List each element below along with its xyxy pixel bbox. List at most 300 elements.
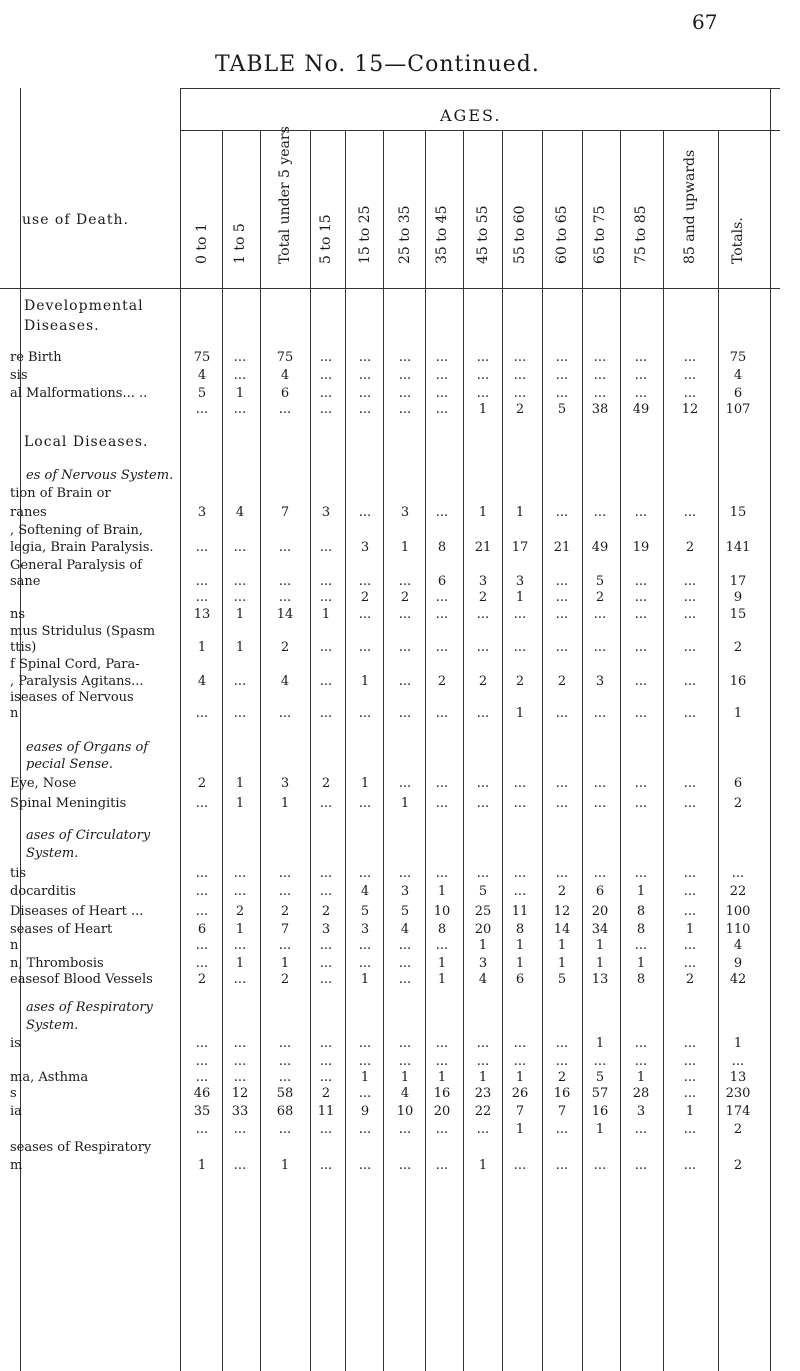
row-label: eases of Organs of — [26, 740, 149, 755]
table-cell: 1 — [400, 1070, 410, 1085]
table-cell: ... — [358, 640, 372, 655]
table-row — [0, 350, 800, 367]
table-cell: 1 — [235, 607, 245, 622]
table-cell: ... — [195, 1036, 209, 1051]
table-row — [0, 402, 800, 419]
table-cell: ... — [593, 607, 607, 622]
table-cell: 2 — [321, 1086, 331, 1101]
table-cell: 1 — [733, 1036, 743, 1051]
table-cell: ... — [319, 956, 333, 971]
table-cell: ... — [476, 706, 490, 721]
row-label: n — [10, 706, 19, 721]
table-cell: ... — [435, 505, 449, 520]
table-cell: 8 — [636, 922, 646, 937]
table-cell: 5 — [557, 972, 567, 987]
table-cell: 14 — [553, 922, 571, 937]
column-header-label: 25 to 35 — [397, 205, 413, 264]
table-cell: ... — [555, 1122, 569, 1137]
cause-of-death-header: use of Death. — [22, 212, 129, 228]
table-cell: 3 — [400, 505, 410, 520]
table-cell: ... — [398, 972, 412, 987]
table-cell: ... — [593, 1054, 607, 1069]
table-row — [0, 757, 800, 774]
table-cell: 100 — [725, 904, 751, 919]
row-label: Diseases. — [24, 318, 100, 334]
table-cell: ... — [435, 368, 449, 383]
table-cell: ... — [195, 904, 209, 919]
table-cell: ... — [634, 386, 648, 401]
table-cell: 1 — [360, 776, 370, 791]
table-cell: 26 — [511, 1086, 529, 1101]
table-cell: 58 — [276, 1086, 294, 1101]
table-cell: ... — [435, 1054, 449, 1069]
column-header-label: 0 to 1 — [194, 223, 210, 264]
table-cell: ... — [513, 796, 527, 811]
table-row — [0, 368, 800, 385]
table-cell: 1 — [515, 505, 525, 520]
table-cell: ... — [683, 590, 697, 605]
table-cell: 3 — [321, 922, 331, 937]
table-cell: 5 — [478, 884, 488, 899]
table-cell: 1 — [280, 1158, 290, 1173]
table-cell: 3 — [515, 574, 525, 589]
table-cell: 2 — [280, 640, 290, 655]
table-cell: ... — [233, 574, 247, 589]
table-cell: 7 — [557, 1104, 567, 1119]
table-cell: ... — [319, 540, 333, 555]
table-cell: ... — [195, 1122, 209, 1137]
table-cell: ... — [358, 350, 372, 365]
table-cell: 42 — [729, 972, 747, 987]
table-cell: 49 — [632, 402, 650, 417]
table-cell: ... — [233, 866, 247, 881]
column-header — [585, 140, 615, 280]
table-cell: ... — [358, 1158, 372, 1173]
table-cell: 1 — [478, 505, 488, 520]
table-frame — [0, 88, 800, 1371]
table-cell: 3 — [636, 1104, 646, 1119]
table-cell: 20 — [591, 904, 609, 919]
table-cell: ... — [278, 884, 292, 899]
table-cell: ... — [195, 590, 209, 605]
table-cell: 34 — [591, 922, 609, 937]
table-cell: 16 — [433, 1086, 451, 1101]
table-cell: ... — [398, 1122, 412, 1137]
table-cell: ... — [634, 1122, 648, 1137]
column-header-label: 45 to 55 — [475, 205, 491, 264]
table-cell: ... — [398, 866, 412, 881]
table-cell: ... — [398, 1036, 412, 1051]
table-cell: 2 — [557, 674, 567, 689]
table-cell: 1 — [636, 884, 646, 899]
column-header-label: 60 to 65 — [554, 205, 570, 264]
table-cell: ... — [435, 776, 449, 791]
table-cell: ... — [358, 866, 372, 881]
table-cell: 8 — [515, 922, 525, 937]
table-cell: ... — [435, 607, 449, 622]
table-cell: ... — [319, 1036, 333, 1051]
table-cell: 35 — [193, 1104, 211, 1119]
table-cell: 4 — [235, 505, 245, 520]
table-cell: 4 — [400, 1086, 410, 1101]
table-cell: ... — [435, 350, 449, 365]
table-cell: 2 — [321, 776, 331, 791]
row-label: es of Nervous System. — [26, 468, 174, 483]
table-cell: ... — [319, 368, 333, 383]
table-cell: 2 — [360, 590, 370, 605]
table-cell: 33 — [231, 1104, 249, 1119]
table-cell: 23 — [474, 1086, 492, 1101]
table-cell: ... — [195, 866, 209, 881]
row-label: Local Diseases. — [24, 434, 149, 450]
table-cell: ... — [683, 1036, 697, 1051]
ages-header: AGES. — [440, 106, 502, 125]
table-cell: 13 — [193, 607, 211, 622]
table-cell: 3 — [197, 505, 207, 520]
table-cell: 75 — [193, 350, 211, 365]
table-cell: 2 — [733, 640, 743, 655]
column-header — [225, 140, 255, 280]
table-cell: 21 — [553, 540, 571, 555]
row-label: easesof Blood Vessels — [10, 972, 153, 987]
table-row — [0, 1140, 800, 1157]
table-cell: 5 — [595, 574, 605, 589]
table-cell: 2 — [321, 904, 331, 919]
table-cell: ... — [278, 1054, 292, 1069]
table-cell: 17 — [511, 540, 529, 555]
row-label: seases of Respiratory — [10, 1140, 152, 1155]
table-cell: 2 — [280, 904, 290, 919]
table-cell: 2 — [280, 972, 290, 987]
table-cell: ... — [319, 1122, 333, 1137]
table-cell: 1 — [595, 956, 605, 971]
table-cell: ... — [195, 938, 209, 953]
table-cell: ... — [358, 796, 372, 811]
table-cell: 7 — [515, 1104, 525, 1119]
table-cell: 1 — [557, 938, 567, 953]
table-row — [0, 540, 800, 557]
table-cell: ... — [319, 1158, 333, 1173]
table-cell: ... — [278, 938, 292, 953]
table-cell: 4 — [197, 368, 207, 383]
table-cell: 1 — [515, 938, 525, 953]
column-header-label: Totals. — [730, 217, 746, 264]
table-cell: ... — [683, 607, 697, 622]
table-row — [0, 956, 800, 973]
table-cell: ... — [195, 796, 209, 811]
column-header-label: 5 to 15 — [318, 214, 334, 264]
row-label: tion of Brain or — [10, 486, 111, 501]
row-label: ma, Asthma — [10, 1070, 89, 1085]
table-cell: ... — [358, 956, 372, 971]
table-cell: ... — [555, 386, 569, 401]
table-cell: 5 — [360, 904, 370, 919]
table-cell: 4 — [280, 674, 290, 689]
table-row — [0, 318, 800, 335]
table-cell: ... — [513, 386, 527, 401]
table-cell: ... — [683, 368, 697, 383]
table-cell: ... — [278, 574, 292, 589]
table-cell: 2 — [478, 590, 488, 605]
table-cell: ... — [435, 590, 449, 605]
page-number: 67 — [692, 10, 718, 34]
row-label: f Spinal Cord, Para- — [10, 657, 140, 672]
table-cell: 1 — [515, 956, 525, 971]
table-row — [0, 468, 800, 485]
table-cell: 1 — [685, 1104, 695, 1119]
table-cell: 1 — [197, 640, 207, 655]
table-cell: 2 — [685, 540, 695, 555]
table-row — [0, 558, 800, 575]
table-row — [0, 523, 800, 540]
table-cell: ... — [233, 938, 247, 953]
table-cell: ... — [476, 1054, 490, 1069]
table-cell: 174 — [725, 1104, 751, 1119]
table-row — [0, 505, 800, 522]
table-cell: ... — [358, 1054, 372, 1069]
vertical-rule — [180, 88, 181, 1371]
table-cell: ... — [634, 706, 648, 721]
table-cell: ... — [555, 1158, 569, 1173]
table-cell: 16 — [591, 1104, 609, 1119]
table-cell: ... — [555, 590, 569, 605]
table-cell: ... — [476, 350, 490, 365]
table-cell: 1 — [360, 674, 370, 689]
table-cell: ... — [683, 956, 697, 971]
table-cell: ... — [319, 884, 333, 899]
table-row — [0, 640, 800, 657]
table-cell: ... — [634, 1158, 648, 1173]
table-cell: ... — [634, 866, 648, 881]
table-cell: 21 — [474, 540, 492, 555]
table-cell: 7 — [280, 505, 290, 520]
row-label: s — [10, 1086, 17, 1101]
row-label: is — [10, 1036, 21, 1051]
row-label: m — [10, 1158, 23, 1173]
table-cell: 3 — [478, 956, 488, 971]
table-cell: ... — [398, 1054, 412, 1069]
row-label: Eye, Nose — [10, 776, 77, 791]
table-cell: ... — [683, 1070, 697, 1085]
table-row — [0, 706, 800, 723]
table-cell: ... — [593, 1158, 607, 1173]
table-cell: 2 — [437, 674, 447, 689]
table-row — [0, 298, 800, 315]
row-label: System. — [26, 1018, 79, 1033]
table-cell: ... — [398, 574, 412, 589]
table-cell: 5 — [400, 904, 410, 919]
table-cell: ... — [233, 590, 247, 605]
row-label: seases of Heart — [10, 922, 113, 937]
table-cell: ... — [319, 402, 333, 417]
table-cell: ... — [634, 590, 648, 605]
table-cell: 1 — [636, 956, 646, 971]
row-label: ns — [10, 607, 26, 622]
table-cell: 3 — [280, 776, 290, 791]
row-label: sane — [10, 574, 41, 589]
table-cell: ... — [593, 386, 607, 401]
table-cell: 2 — [595, 590, 605, 605]
table-cell: ... — [398, 607, 412, 622]
table-cell: 4 — [197, 674, 207, 689]
table-cell: ... — [513, 1054, 527, 1069]
table-cell: ... — [435, 1122, 449, 1137]
row-label: , Paralysis Agitans... — [10, 674, 144, 689]
table-cell: 3 — [478, 574, 488, 589]
row-label: ttis) — [10, 640, 37, 655]
table-cell: ... — [634, 607, 648, 622]
table-cell: ... — [233, 1158, 247, 1173]
table-row — [0, 776, 800, 793]
table-cell: 10 — [433, 904, 451, 919]
column-header — [468, 140, 498, 280]
table-cell: 14 — [276, 607, 294, 622]
table-cell: 1 — [595, 1036, 605, 1051]
table-row — [0, 1086, 800, 1103]
table-cell: ... — [555, 776, 569, 791]
table-cell: ... — [319, 706, 333, 721]
table-cell: ... — [358, 1086, 372, 1101]
table-cell: ... — [319, 938, 333, 953]
table-cell: 6 — [733, 386, 743, 401]
table-row — [0, 690, 800, 707]
row-label: ases of Circulatory — [26, 828, 151, 843]
table-cell: 9 — [733, 590, 743, 605]
table-cell: 141 — [725, 540, 751, 555]
column-header — [505, 140, 535, 280]
table-cell: 4 — [733, 368, 743, 383]
table-row — [0, 1036, 800, 1053]
table-cell: 8 — [636, 972, 646, 987]
table-cell: ... — [634, 938, 648, 953]
row-label: n — [10, 938, 19, 953]
table-cell: 3 — [360, 540, 370, 555]
table-cell: 3 — [360, 922, 370, 937]
table-cell: ... — [555, 1036, 569, 1051]
column-header — [187, 140, 217, 280]
table-cell: 6 — [515, 972, 525, 987]
table-cell: ... — [634, 368, 648, 383]
table-cell: ... — [233, 350, 247, 365]
table-cell: ... — [233, 1070, 247, 1085]
table-cell: 1 — [437, 1070, 447, 1085]
table-cell: 1 — [235, 796, 245, 811]
horizontal-rule — [180, 130, 780, 131]
row-label: pecial Sense. — [26, 757, 113, 772]
table-cell: 4 — [360, 884, 370, 899]
table-cell: ... — [195, 574, 209, 589]
table-cell: ... — [398, 956, 412, 971]
table-row — [0, 740, 800, 757]
table-cell: 2 — [197, 776, 207, 791]
vertical-rule — [770, 88, 771, 1371]
table-cell: 15 — [729, 505, 747, 520]
table-cell: 28 — [632, 1086, 650, 1101]
table-cell: ... — [358, 706, 372, 721]
table-cell: 2 — [235, 904, 245, 919]
table-cell: ... — [555, 796, 569, 811]
table-cell: ... — [683, 1122, 697, 1137]
table-cell: ... — [634, 1054, 648, 1069]
column-header-label: Total under 5 years — [277, 126, 293, 264]
table-cell: ... — [195, 1054, 209, 1069]
table-cell: ... — [358, 1036, 372, 1051]
table-cell: ... — [634, 350, 648, 365]
table-cell: ... — [233, 706, 247, 721]
table-cell: ... — [683, 386, 697, 401]
table-cell: ... — [476, 1036, 490, 1051]
table-cell: ... — [593, 796, 607, 811]
row-label: ia — [10, 1104, 22, 1119]
table-cell: 11 — [317, 1104, 335, 1119]
table-cell: ... — [398, 350, 412, 365]
row-label: ases of Respiratory — [26, 1000, 153, 1015]
table-cell: 6 — [197, 922, 207, 937]
column-header — [723, 140, 753, 280]
table-row — [0, 590, 800, 607]
table-cell: 1 — [733, 706, 743, 721]
table-cell: 3 — [321, 505, 331, 520]
table-row — [0, 1054, 800, 1071]
table-cell: ... — [233, 1122, 247, 1137]
table-row — [0, 1158, 800, 1175]
table-cell: ... — [278, 540, 292, 555]
table-cell: 8 — [437, 540, 447, 555]
table-cell: 20 — [433, 1104, 451, 1119]
table-cell: ... — [634, 505, 648, 520]
table-cell: ... — [435, 1158, 449, 1173]
table-cell: ... — [319, 972, 333, 987]
table-cell: 1 — [595, 1122, 605, 1137]
table-row — [0, 1000, 800, 1017]
table-cell: ... — [435, 1036, 449, 1051]
table-cell: 10 — [396, 1104, 414, 1119]
table-cell: 6 — [595, 884, 605, 899]
table-cell: 4 — [733, 938, 743, 953]
column-header — [626, 140, 656, 280]
table-cell: ... — [358, 607, 372, 622]
table-cell: ... — [278, 1122, 292, 1137]
table-cell: ... — [358, 505, 372, 520]
table-row — [0, 938, 800, 955]
row-label: General Paralysis of — [10, 558, 143, 573]
column-header-label: 85 and upwards — [682, 149, 698, 264]
table-cell: 1 — [235, 386, 245, 401]
table-cell: 5 — [595, 1070, 605, 1085]
table-row — [0, 574, 800, 591]
table-cell: 1 — [321, 607, 331, 622]
table-cell: ... — [319, 796, 333, 811]
table-cell: ... — [683, 706, 697, 721]
table-cell: 1 — [478, 1158, 488, 1173]
table-cell: 2 — [400, 590, 410, 605]
table-cell: ... — [435, 866, 449, 881]
column-header-label: 65 to 75 — [592, 205, 608, 264]
column-header-label: 75 to 85 — [633, 205, 649, 264]
table-cell: 75 — [729, 350, 747, 365]
table-cell: 1 — [478, 402, 488, 417]
table-row — [0, 434, 800, 451]
table-cell: ... — [683, 1086, 697, 1101]
table-cell: ... — [319, 590, 333, 605]
table-cell: 1 — [197, 1158, 207, 1173]
table-cell: 16 — [553, 1086, 571, 1101]
table-cell: ... — [555, 1054, 569, 1069]
table-cell: 68 — [276, 1104, 294, 1119]
table-cell: 2 — [685, 972, 695, 987]
table-cell: 8 — [437, 922, 447, 937]
table-cell: 25 — [474, 904, 492, 919]
